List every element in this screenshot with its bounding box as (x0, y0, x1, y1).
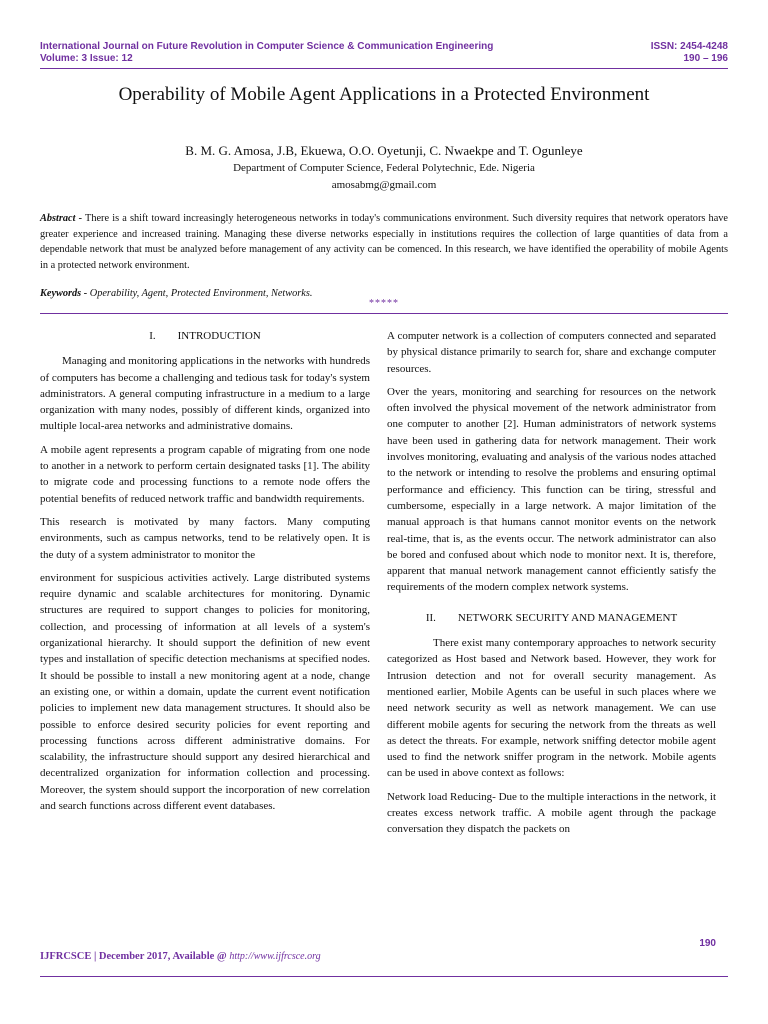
paragraph: A computer network is a collection of computers connected and separated by physical distance primarily to search for, share and exchange computer resources. (387, 330, 716, 375)
separator-stars: ***** (369, 298, 399, 309)
author-email: amosabmg@gmail.com (331, 179, 437, 191)
keywords-text: Operability, Agent, Protected Environment, Networks. (89, 288, 313, 299)
footer (40, 951, 321, 962)
volume-issue: Volume: 3 Issue: 12 (40, 53, 133, 64)
paper-title: Operability of Mobile Agent Applications in a Protected Environment (118, 84, 650, 105)
section-heading-network-security: II. NETWORK SECURITY AND MANAGEMENT (425, 611, 678, 624)
paragraph: environment for suspicious activities actively. Large distributed systems require dynamic and scalable architectures for monitoring. Dynamic structures are required to support changes to policies for monitoring, collection, and processing of information at all levels of a system's organizational hierarchy. It should support the definition of new event types and installation of specific detection mechanisms at specified nodes. It should be possible to install a new monitoring agent at a node, change an existing one, or within a domain, update the current event notification policies to implement new data management structures. It should also be possible to enforce desired security policies for event reporting and processing functions across different administrative domains. For scalability, the infrastructure should support any desired hierarchical and decentralized organization for information collection and processing. Moreover, the system should support the incorporation of new correlation and search functions across different event databases. (40, 571, 370, 813)
section-heading-introduction: I. INTRODUCTION (149, 330, 261, 342)
footer-journal-date: IJFRCSCE | December 2017, Available @ (40, 951, 227, 962)
right-column (387, 328, 716, 845)
keywords-rule (40, 313, 728, 314)
paragraph: Network load Reducing- Due to the multiple interactions in the network, it creates excess network traffic. A mobile agent through the package conversation they dispatch the packets on (387, 790, 716, 836)
paragraph: Managing and monitoring applications in the networks with hundreds of computers has become a challenging and tedious task for today's system administrators. A general computing infrastructure in a medium to a large organization with many nodes, possibly of different kinds, organized into multiple local-area networks and administrative domains. (40, 355, 370, 433)
author-department: Department of Computer Science, Federal Polytechnic, Ede. Nigeria (233, 162, 535, 174)
paper-authors: B. M. G. Amosa, J.B, Ekuewa, O.O. Oyetunji, C. Nwaekpe and T. Ogunleye (185, 143, 583, 158)
footer-rule (40, 976, 728, 977)
journal-name: International Journal on Future Revolution in Computer Science & Communication Engineering (40, 41, 494, 52)
abstract-text: There is a shift toward increasingly heterogeneous networks in today's communications environment. Such diversity requires that network operators have greater experience and increased training. Managing these diverse networks especially in institutions requires the collection of large quantities of data from a dependable network that must be analyzed before management of any activity can be comenced. In this research, we have identified the operability of mobile Agents in a protected network environment. (40, 213, 728, 271)
paragraph: There exist many contemporary approaches to network security categorized as Host based and Network based. However, they work for Intrusion detection and not for overall security management. As mentioned earlier, Mobile Agents can be useful in such places where we need network security as well as network management. We can use different mobile agents for securing the network from the threats as well as detect the threats. For example, network sniffing detector mobile agent used to find the network sniffer program in the network. Mobile agents can be used in above context as follows: (387, 637, 716, 780)
header-rule (40, 68, 728, 69)
issn: ISSN: 2454-4248 (650, 41, 728, 52)
page-number: 190 (699, 938, 716, 949)
journal-url-link[interactable]: http://www.ijfrcsce.org (229, 951, 321, 962)
keywords-label: Keywords - (40, 288, 88, 299)
paragraph: This research is motivated by many factors. Many computing environments, such as campus networks, tend to be relatively open. It is the duty of a system administrator to monitor the (40, 515, 370, 561)
paragraph: A mobile agent represents a program capable of migrating from one node to another in a network to perform certain designated tasks [1]. The ability to migrate code and processing functions to a remote node offers the potential benefits of reduced network traffic and bandwidth requirements. (40, 443, 370, 505)
page-range: 190 – 196 (683, 53, 728, 64)
paragraph: Over the years, monitoring and searching for resources on the network often involved the physical movement of the network administrator from one computer to another [2]. Human administrators of network systems have been used in gathering data for network management. Their work involves monitoring, evaluating and analysis of the various nodes attached to the network or intending to resolve the problems and ensuring optimal performance and efficiency. This function can be tiring, stressful and cumbersome, especially in a large network. A major limitation of the manual approach is that humans cannot monitor events on the network real-time, that is, as the events occur. The network administrator can also be bored and confused about which node to monitor next. It is, therefore, apparent that manual network management cannot efficiently satisfy the requirements of the modern complex network systems. (387, 385, 716, 594)
left-column (40, 328, 370, 821)
abstract-label: Abstract - (40, 213, 83, 224)
abstract (40, 211, 728, 273)
